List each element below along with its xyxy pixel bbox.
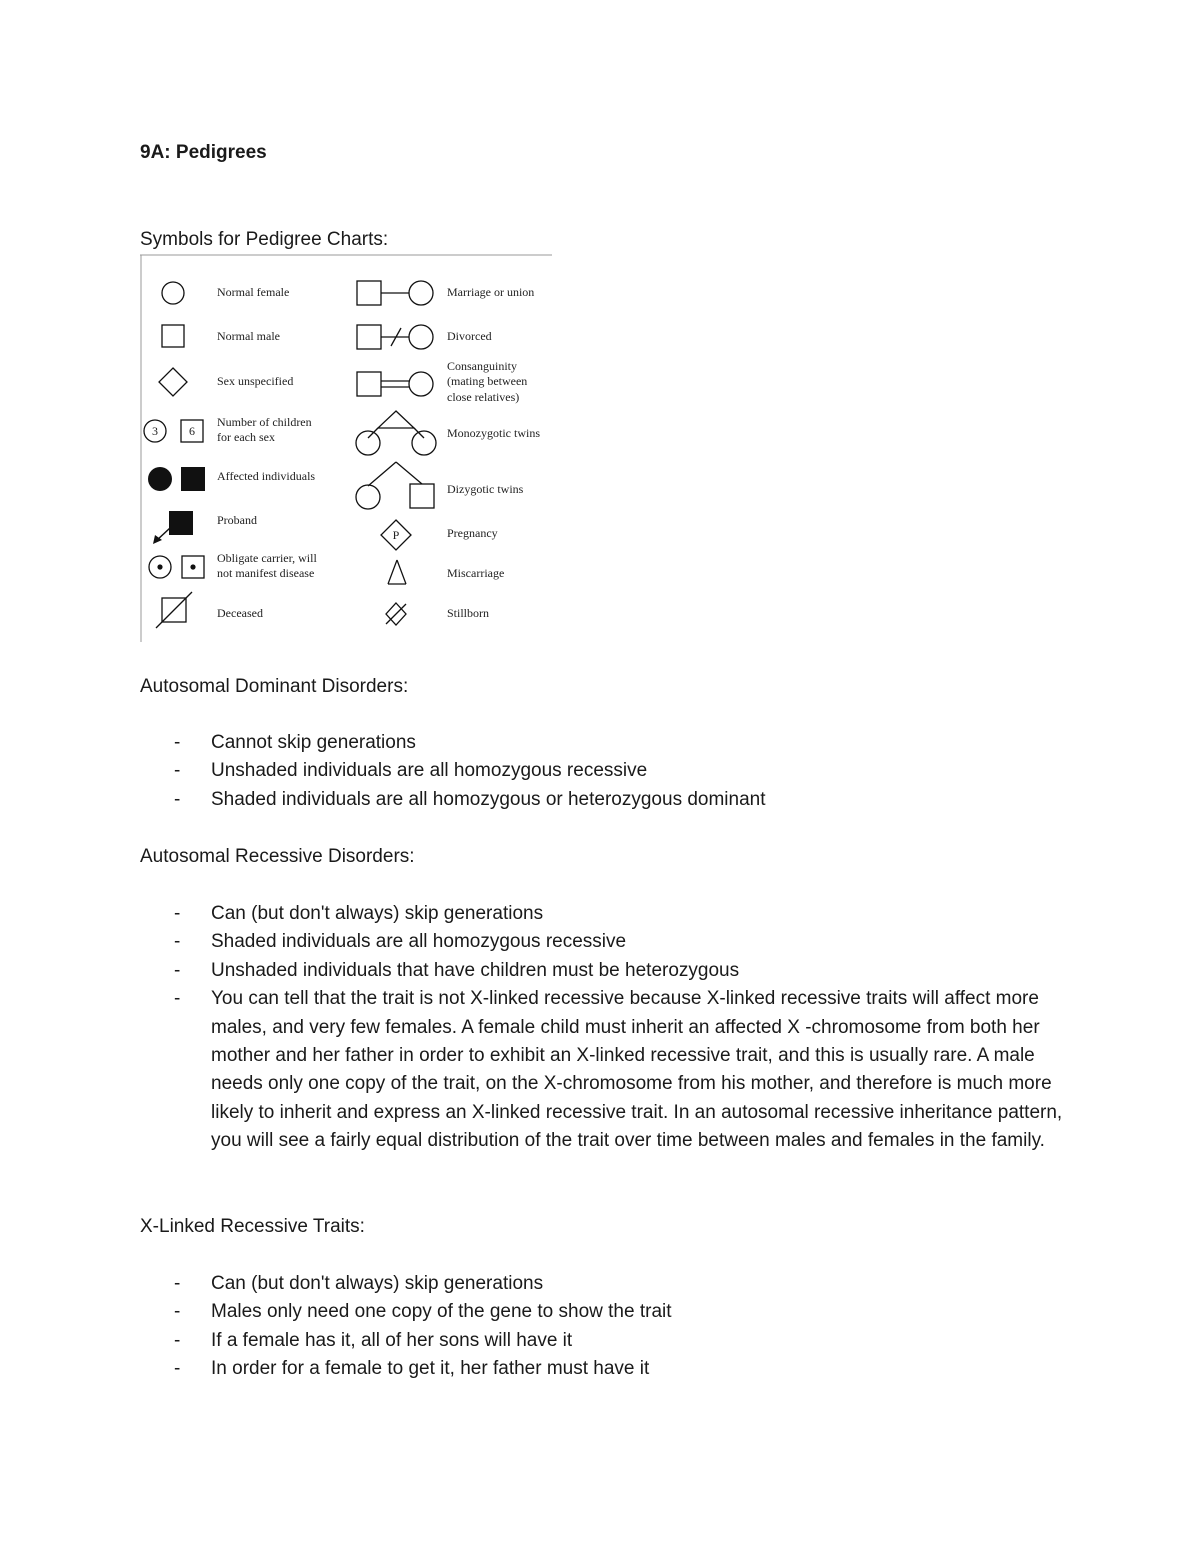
label-deceased: Deceased bbox=[217, 606, 263, 620]
list-item: - Can (but don't always) skip generations bbox=[174, 1270, 1074, 1298]
miscarriage-left-line bbox=[388, 560, 397, 584]
marriage-female-symbol bbox=[409, 281, 433, 305]
miscarriage-right-line bbox=[397, 560, 406, 584]
pregnancy-letter: P bbox=[392, 528, 400, 542]
label-carrier-2: not manifest disease bbox=[217, 566, 315, 580]
stillborn-slash bbox=[386, 604, 406, 624]
count-male-number: 6 bbox=[189, 424, 195, 438]
list-item: - If a female has it, all of her sons will have it bbox=[174, 1327, 1074, 1355]
list-item: - Cannot skip generations bbox=[174, 729, 1074, 757]
label-normal-male: Normal male bbox=[217, 329, 280, 343]
carrier-female-dot bbox=[157, 564, 162, 569]
page-title: 9A: Pedigrees bbox=[140, 142, 267, 163]
list-item: - You can tell that the trait is not X-linked recessive because X-linked recessive traits will affect more males, and very few females. A female child must inherit an affected X -chromosome from both her mother and her father in order to exhibit an X-linked recessive trait, and this is usually rare. A male needs only one copy of the trait, on the X-chromosome from his mother, and therefore is much more likely to inherit and express an X-linked recessive trait. In an autosomal recessive inheritance pattern, you will see a fairly equal distribution of the trait over time between males and females in the family. bbox=[174, 985, 1074, 1155]
list-item: - Can (but don't always) skip generations bbox=[174, 900, 1074, 928]
dizygotic-right-line bbox=[396, 462, 422, 484]
label-divorced: Divorced bbox=[447, 329, 492, 343]
autosomal-dominant-list bbox=[174, 729, 1074, 814]
normal-male-symbol bbox=[162, 325, 184, 347]
label-consanguinity-2: (mating between bbox=[447, 374, 528, 388]
label-marriage: Marriage or union bbox=[447, 285, 535, 299]
autosomal-recessive-list bbox=[174, 900, 1074, 1156]
label-carrier-1: Obligate carrier, will bbox=[217, 551, 317, 565]
label-pregnancy: Pregnancy bbox=[447, 526, 498, 540]
label-consanguinity-1: Consanguinity bbox=[447, 359, 518, 373]
label-dizygotic: Dizygotic twins bbox=[447, 482, 524, 496]
divorced-female-symbol bbox=[409, 325, 433, 349]
marriage-male-symbol bbox=[357, 281, 381, 305]
normal-female-symbol bbox=[162, 282, 184, 304]
label-number-children-2: for each sex bbox=[217, 430, 275, 444]
dizygotic-left-line bbox=[368, 462, 396, 486]
carrier-male-dot bbox=[190, 564, 195, 569]
proband-symbol bbox=[169, 511, 193, 535]
count-female-number: 3 bbox=[152, 424, 158, 438]
dizygotic-twin-male bbox=[410, 484, 434, 508]
affected-female-symbol bbox=[148, 467, 172, 491]
monozygotic-twin-2 bbox=[412, 431, 436, 455]
autosomal-dominant-heading: Autosomal Dominant Disorders: bbox=[140, 676, 409, 697]
label-consanguinity-3: close relatives) bbox=[447, 390, 520, 404]
divorced-male-symbol bbox=[357, 325, 381, 349]
monozygotic-triangle bbox=[378, 411, 414, 428]
monozygotic-right-line bbox=[414, 428, 424, 438]
monozygotic-left-line bbox=[368, 428, 378, 438]
x-linked-recessive-heading: X-Linked Recessive Traits: bbox=[140, 1216, 365, 1237]
consanguinity-male-symbol bbox=[357, 372, 381, 396]
list-item: - Unshaded individuals are all homozygous recessive bbox=[174, 757, 1074, 785]
list-item: - Shaded individuals are all homozygous or heterozygous dominant bbox=[174, 786, 1074, 814]
label-normal-female: Normal female bbox=[217, 285, 290, 299]
list-item: - Shaded individuals are all homozygous recessive bbox=[174, 928, 1074, 956]
label-stillborn: Stillborn bbox=[447, 606, 490, 620]
pedigree-symbols-figure bbox=[140, 254, 554, 642]
label-monozygotic: Monozygotic twins bbox=[447, 426, 540, 440]
label-sex-unspecified: Sex unspecified bbox=[217, 374, 294, 388]
symbols-heading: Symbols for Pedigree Charts: bbox=[140, 229, 389, 250]
autosomal-recessive-heading: Autosomal Recessive Disorders: bbox=[140, 846, 415, 867]
monozygotic-twin-1 bbox=[356, 431, 380, 455]
consanguinity-female-symbol bbox=[409, 372, 433, 396]
affected-male-symbol bbox=[181, 467, 205, 491]
pedigree-symbols-svg bbox=[140, 254, 554, 642]
list-item: - In order for a female to get it, her father must have it bbox=[174, 1355, 1074, 1383]
label-number-children-1: Number of children bbox=[217, 415, 312, 429]
x-linked-recessive-list bbox=[174, 1270, 1074, 1384]
label-miscarriage: Miscarriage bbox=[447, 566, 505, 580]
label-proband: Proband bbox=[217, 513, 257, 527]
list-item: - Males only need one copy of the gene to show the trait bbox=[174, 1298, 1074, 1326]
dizygotic-twin-female bbox=[356, 485, 380, 509]
label-affected: Affected individuals bbox=[217, 469, 316, 483]
list-item: - Unshaded individuals that have children must be heterozygous bbox=[174, 957, 1074, 985]
sex-unspecified-symbol bbox=[159, 368, 187, 396]
